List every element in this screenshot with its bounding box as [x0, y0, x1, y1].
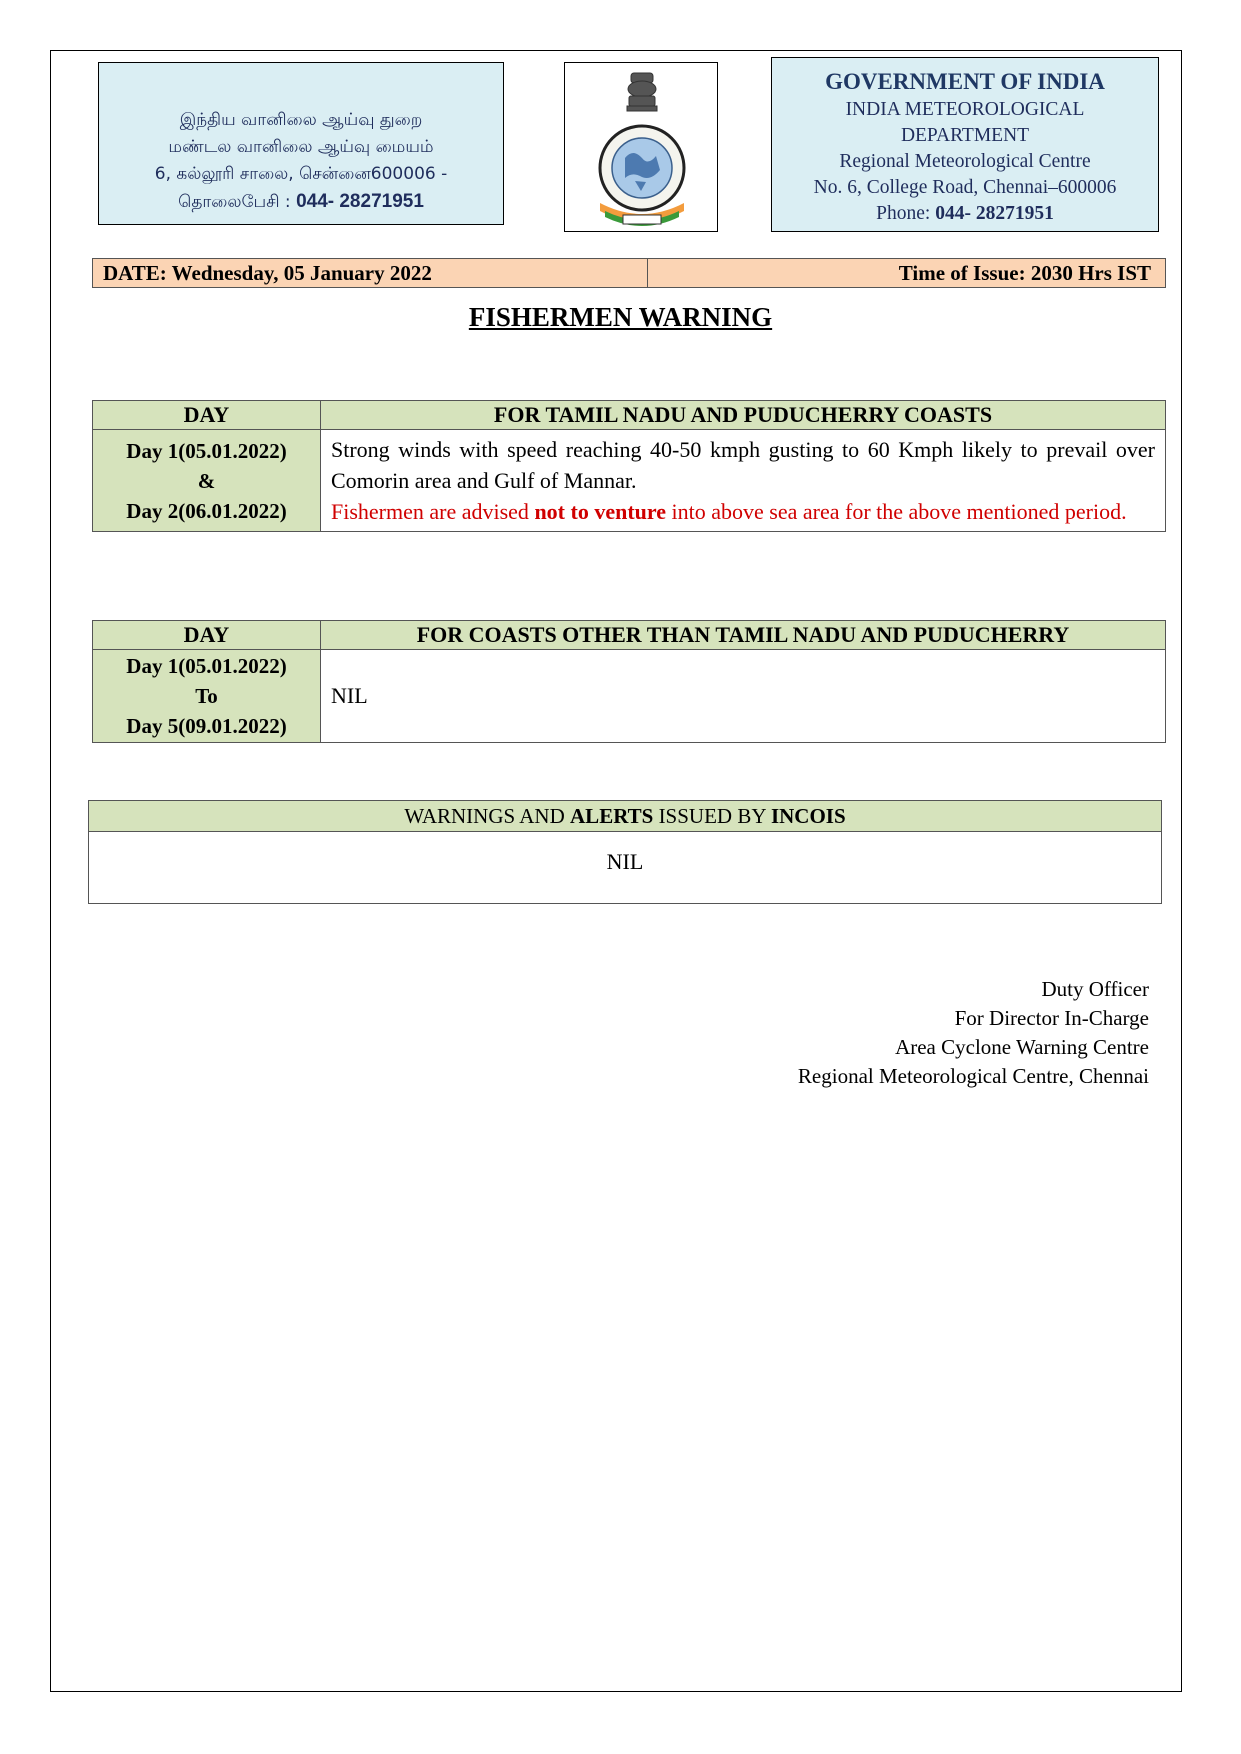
time-label: Time of Issue:: [898, 261, 1026, 285]
tamil-phone-label: தொலைபேசி :: [178, 192, 291, 212]
date-label: DATE:: [103, 261, 167, 285]
table-row: [93, 650, 1166, 743]
imd-logo: [564, 62, 718, 232]
english-phone-number: 044- 28271951: [935, 203, 1054, 224]
day-start: Day 1(05.01.2022): [126, 654, 287, 678]
day-connector: To: [195, 684, 218, 708]
tamil-centre-line: மண்டல வானிலை ஆய்வு மையம்: [168, 137, 434, 157]
date-cell: [93, 259, 648, 287]
warning-content-cell: [321, 430, 1166, 532]
fishermen-advice: [331, 496, 1155, 527]
signature-block: [798, 975, 1149, 1091]
incois-header: [89, 801, 1161, 832]
day-connector: &: [197, 468, 216, 493]
day-start: Day 1(05.01.2022): [126, 438, 287, 463]
advice-text-1: Fishermen are advised: [331, 499, 529, 524]
english-govt-title: GOVERNMENT OF INDIA: [825, 69, 1105, 94]
incois-header-bold-2: INCOIS: [770, 804, 846, 828]
signature-line-4: Regional Meteorological Centre, Chennai: [797, 1064, 1149, 1088]
other-coasts-warning-table: [92, 620, 1166, 743]
english-dept-line2: DEPARTMENT: [900, 125, 1030, 146]
time-value: 2030 Hrs IST: [1030, 261, 1151, 285]
region-column-header: FOR COASTS OTHER THAN TAMIL NADU AND PUDUCHERRY: [321, 621, 1166, 650]
region-column-header: FOR TAMIL NADU AND PUDUCHERRY COASTS: [321, 401, 1166, 430]
incois-header-bold-1: ALERTS: [570, 804, 654, 828]
tamil-address-line: 6, கல்லூரி சாலை, சென்னை600006 -: [154, 164, 448, 184]
tamil-nadu-warning-table: [92, 400, 1166, 532]
english-address-line: No. 6, College Road, Chennai–600006: [813, 177, 1117, 198]
warning-content-cell: NIL: [321, 650, 1166, 743]
tamil-dept-line: இந்திய வானிலை ஆய்வு துறை: [179, 110, 423, 130]
date-bar: [92, 258, 1166, 288]
advice-text-2: into above sea area for the above mentioned period.: [671, 499, 1127, 524]
signature-line-3: Area Cyclone Warning Centre: [895, 1035, 1149, 1059]
english-header-box: [771, 57, 1159, 232]
tamil-phone-line: [99, 188, 503, 216]
emblem-icon: [565, 63, 719, 233]
time-cell: [648, 259, 1165, 287]
table-header-row: [93, 401, 1166, 430]
day-cell: [93, 430, 321, 532]
english-phone-label: Phone:: [876, 203, 931, 224]
table-header-row: [93, 621, 1166, 650]
wind-warning-text: Strong winds with speed reaching 40-50 kmph gusting to 60 Kmph likely to prevail over Comorin area and Gulf of Mannar.: [331, 437, 1155, 493]
day-column-header: DAY: [93, 401, 321, 430]
tamil-header-box: [98, 62, 504, 225]
day-column-header: DAY: [93, 621, 321, 650]
table-row: [93, 430, 1166, 532]
signature-line-2: For Director In-Charge: [954, 1006, 1149, 1030]
tamil-phone-number: 044- 28271951: [296, 191, 424, 212]
incois-header-text-2: ISSUED BY: [658, 804, 766, 828]
incois-alerts-box: [88, 800, 1162, 904]
day-cell: [93, 650, 321, 743]
english-phone-line: [772, 201, 1158, 227]
incois-content: NIL: [606, 849, 644, 874]
english-centre-line: Regional Meteorological Centre: [839, 151, 1091, 172]
day-end: Day 5(09.01.2022): [126, 714, 287, 738]
incois-header-text-1: WARNINGS AND: [404, 804, 565, 828]
signature-line-1: Duty Officer: [1041, 977, 1149, 1001]
english-dept-line1: INDIA METEOROLOGICAL: [845, 99, 1085, 120]
day-end: Day 2(06.01.2022): [126, 498, 287, 523]
page-title: FISHERMEN WARNING: [468, 302, 773, 332]
date-value: Wednesday, 05 January 2022: [171, 261, 432, 285]
advice-emphasis: not to venture: [534, 499, 667, 524]
